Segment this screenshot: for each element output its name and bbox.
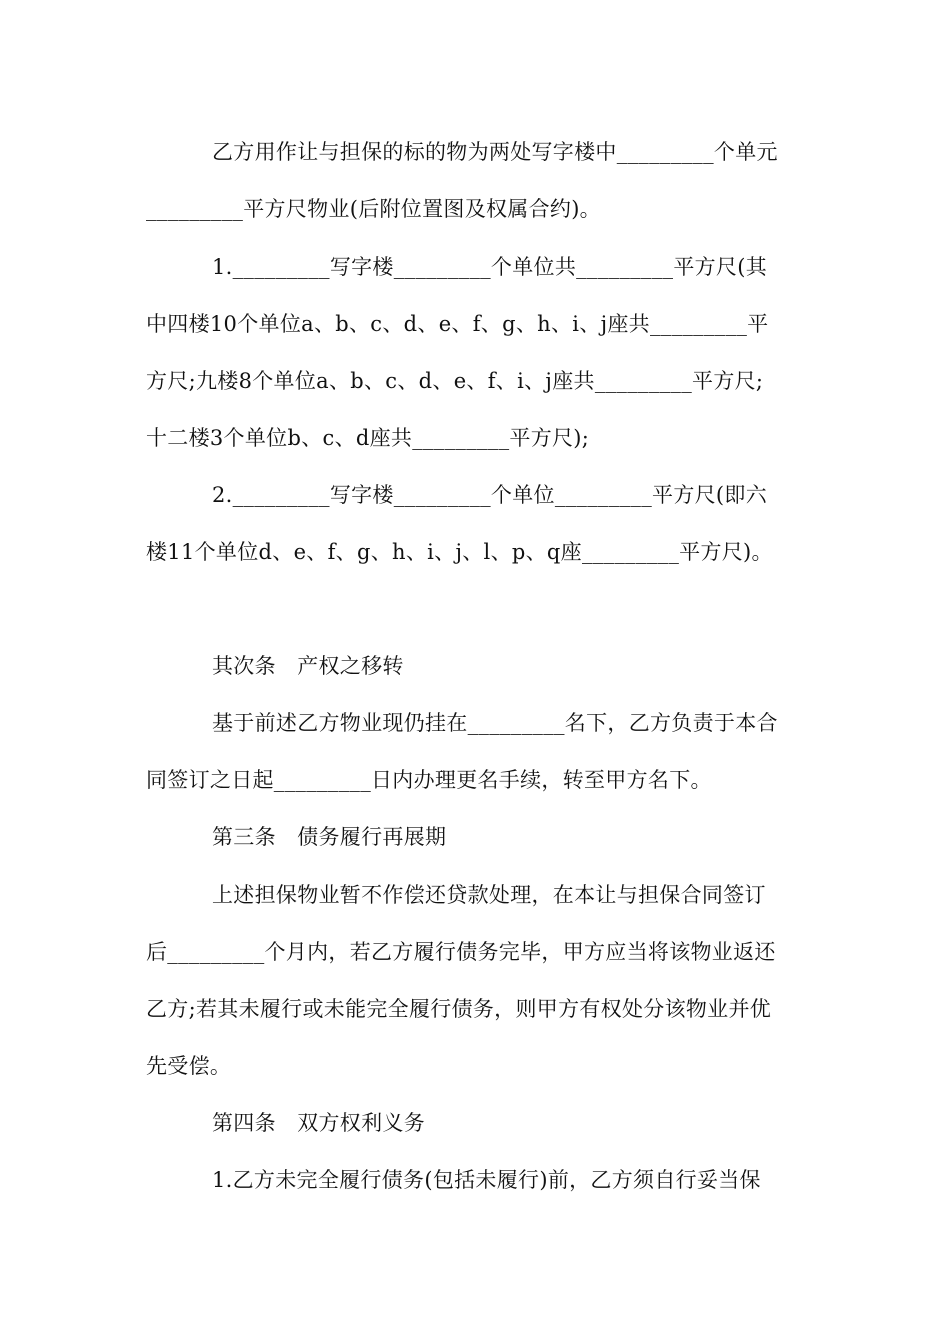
paragraph-line: 1._________写字楼_________个单位共_________平方尺(其 [212, 255, 768, 279]
paragraph-line: 1.乙方未完全履行债务(包括未履行)前，乙方须自行妥当保 [212, 1168, 761, 1192]
paragraph-line: 同签订之日起_________日内办理更名手续，转至甲方名下。 [146, 768, 712, 792]
paragraph-line: 2._________写字楼_________个单位_________平方尺(即六 [212, 483, 768, 507]
paragraph-line: 后_________个月内，若乙方履行债务完毕，甲方应当将该物业返还 [146, 940, 776, 964]
section-heading: 第四条 双方权利义务 [212, 1111, 425, 1135]
paragraph-line: 基于前述乙方物业现仍挂在_________名下，乙方负责于本合 [212, 711, 778, 735]
section-heading: 其次条 产权之移转 [212, 654, 404, 678]
paragraph-line: 先受偿。 [146, 1054, 232, 1078]
paragraph-line: 十二楼3个单位b、c、d座共_________平方尺); [146, 426, 590, 450]
section-heading: 第三条 债务履行再展期 [212, 825, 447, 849]
paragraph-line: 上述担保物业暂不作偿还贷款处理，在本让与担保合同签订 [212, 883, 766, 907]
paragraph-line: 乙方用作让与担保的标的物为两处写字楼中_________个单元 [212, 140, 778, 164]
paragraph-line: 中四楼10个单位a、b、c、d、e、f、g、h、i、j座共_________平 [146, 312, 769, 336]
paragraph-line: 乙方;若其未履行或未能完全履行债务，则甲方有权处分该物业并优 [146, 997, 772, 1021]
paragraph-line: _________平方尺物业(后附位置图及权属合约)。 [146, 197, 601, 221]
paragraph-line: 楼11个单位d、e、f、g、h、i、j、l、p、q座_________平方尺)。 [146, 540, 773, 564]
paragraph-line: 方尺;九楼8个单位a、b、c、d、e、f、i、j座共_________平方尺; [146, 369, 764, 393]
